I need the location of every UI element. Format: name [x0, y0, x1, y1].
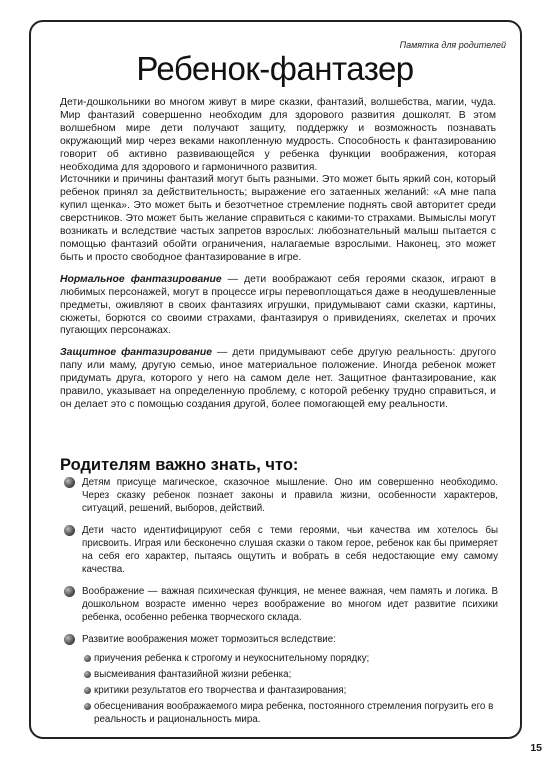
memo-label: Памятка для родителей [399, 40, 506, 50]
parents-list [64, 476, 498, 726]
paragraph-normal-text: — дети воображают себя героями сказок, играют в любимых персонажей, могут в процессе игры перевоплощаться даже в неодушевленные предметы, оживляют в своих фантазиях игрушки, придумывают сами сказки, картины, сюжеты, борются со своими страхами, фантазируя о привидениях, скелетах и прочих пугающих персонажах. [60, 273, 496, 337]
list-item-text: Детям присуще магическое, сказочное мышление. Оно им совершенно необходимо. Через сказку ребенок познает законы и правила жизни, особенности характеров, ситуаций, решений, выборов, действий. [82, 477, 498, 514]
page-number: 15 [530, 742, 542, 754]
bullet-icon [64, 477, 75, 488]
bullet-icon [64, 586, 75, 597]
bullet-icon [64, 634, 75, 645]
list-item-text: Воображение — важная психическая функция, не менее важная, чем память и логика. В дошкольном возрасте именно через воображение во многом идет развитие психики ребенка, особенно ребенка творческого склада. [82, 586, 498, 623]
sub-list-item [64, 684, 498, 697]
term-normal: Нормальное фантазирование [60, 273, 222, 285]
sub-bullet-icon [84, 671, 91, 678]
sub-list-item-text: приучения ребенка к строгому и неукоснительному порядку; [94, 653, 370, 664]
list-item-text: Развитие воображения может тормозиться вследствие: [82, 634, 336, 645]
sub-bullet-icon [84, 687, 91, 694]
list-item [64, 633, 498, 646]
sub-list-item-text: обесценивания воображаемого мира ребенка, постоянного стремления погрузить его в реальность и рациональность мира. [94, 701, 494, 725]
term-protective: Защитное фантазирование [60, 347, 213, 359]
paragraph-protective-text: — дети придумывают себе другую реальность: другого папу или маму, другую семью, иное материальное положение. Иногда ребенок может придумать друга, которого у него на самом деле нет. Защитное фантазирование, как правило, указывает на определенную проблему, с которой ребенку трудно справиться, и он делает это с помощью создания другой, более помогающей ему реальности. [60, 347, 496, 410]
list-item [64, 585, 498, 624]
sub-bullet-icon [84, 703, 91, 710]
bullet-icon [64, 525, 75, 536]
list-item [64, 476, 498, 515]
page-title: Ребенок-фантазер [136, 50, 414, 87]
sub-list-item [64, 700, 498, 726]
paragraph-sources: Источники и причины фантазий могут быть разными. Это может быть яркий сон, который ребенок принял за действительность; выражение его затаенных желаний: «А мне папа купил щенка». Это может быть и безотчетное стремление поднять свой авторитет среди сверстников. Это может быть желание справиться с какими-то страхами. Вымыслы могут возникать и вследствие частых запретов взрослых: любознательный малыш пытается с помощью фантазий обойти ограничения, налагаемые взрослыми. Наконец, это может быть и просто свободное фантазирование в игре. [60, 174, 496, 263]
parents-heading: Родителям важно знать, что: [60, 456, 299, 474]
list-item-text: Дети часто идентифицируют себя с теми героями, чьи качества им хотелось бы присвоить. Играя или бесконечно слушая сказки о таком герое, ребенок как бы примеряет на себя его характер, пытаясь ощутить и вобрать в себя недостающие ему самому качества. [82, 525, 498, 575]
sub-list-item-text: критики результатов его творчества и фантазирования; [94, 685, 347, 696]
paragraph-intro: Дети-дошкольники во многом живут в мире сказки, фантазий, волшебства, магии, чуда. Мир фантазий совершенно необходим для здорового развития дошколят. В этом волшебном мире дети получают защиту, поддержку и возможность познавать окружающий мир через веками накопленную мудрость. Способность к фантазированию говорит об активно развивающейся у ребенка функции воображения, которая необходима для здорового и гармоничного развития. [60, 97, 496, 173]
sub-list-item-text: высмеивания фантазийной жизни ребенка; [94, 669, 292, 680]
sub-bullet-icon [84, 655, 91, 662]
main-text [60, 97, 496, 412]
paragraph-protective [60, 347, 496, 412]
paragraph-normal [60, 274, 496, 339]
sub-list-item [64, 652, 498, 665]
sub-list-item [64, 668, 498, 681]
list-item [64, 524, 498, 576]
